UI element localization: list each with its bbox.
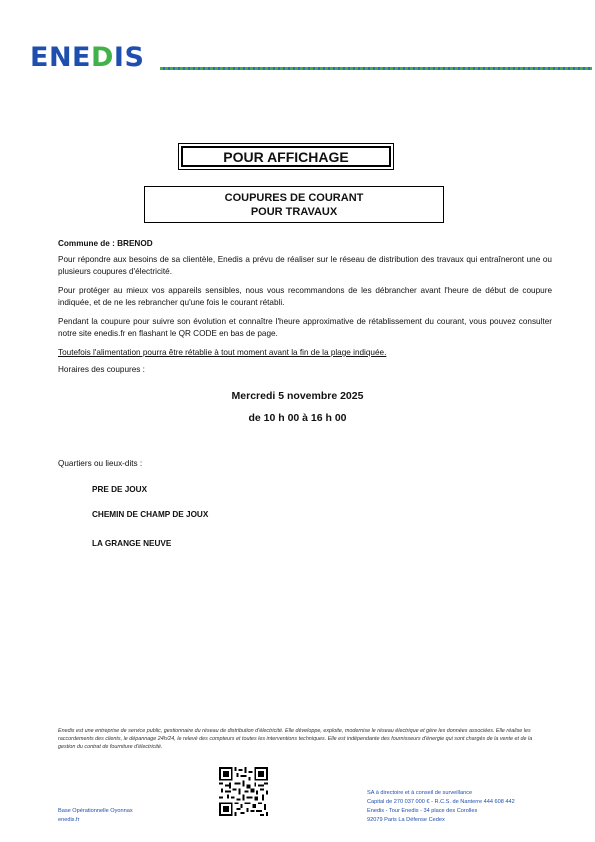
paragraph-proteger: Pour protéger au mieux vos appareils sensibles, nous vous recommandons de les débrancher avant l'heure de début de coupure indiquée, et de ne les rebrancher qu'une fois le courant rétabli.	[58, 286, 552, 307]
page-title: POUR AFFICHAGE	[181, 146, 391, 167]
paragraph-suivi: Pendant la coupure pour suivre son évolution et connaître l'heure approximative de rétablissement du courant, vous pouvez consulter notre site enedis.fr en flashant le QR CODE en bas de page.	[58, 317, 552, 338]
paragraph-besoins: Pour répondre aux besoins de sa clientèle, Enedis a prévu de réaliser sur le réseau de distribution des travaux qui entraîneront une ou plusieurs coupures d'électricité.	[58, 255, 552, 276]
footer-disclaimer: Enedis est une entreprise de service public, gestionnaire du réseau de distribution d'électricité. Elle développe, exploite, modernise le réseau électrique et gère les données associées. Elle réalise les raccordements des clients, le dépannage 24h/24, le relevé des compteurs et toutes les interventions techniques. Elle est indépendante des fournisseurs d'énergie qui sont chargés de la vente et de la gestion du contrat de fourniture d'électricité.	[58, 728, 533, 751]
footer-legal-line: Enedis - Tour Enedis - 34 place des Corolles	[367, 808, 478, 814]
header-rule	[160, 67, 592, 70]
footer-base: Base Opérationnelle Oyonnax	[58, 808, 133, 814]
footer-website-link[interactable]: enedis.fr	[58, 817, 80, 823]
footer-legal-line: Capital de 270 037 000 € - R.C.S. de Nanterre 444 608 442	[367, 799, 515, 805]
affichage-frame	[178, 143, 394, 170]
lieu-item: LA GRANGE NEUVE	[92, 539, 172, 548]
schedule-date: Mercredi 5 novembre 2025	[231, 390, 364, 402]
commune-label: Commune de : BRENOD	[58, 239, 153, 248]
subtitle-line1: COUPURES DE COURANT	[224, 192, 364, 204]
enedis-logo: ENEDIS	[30, 42, 145, 73]
lieu-item: CHEMIN DE CHAMP DE JOUX	[92, 510, 209, 519]
footer-legal-line: SA à directoire et à conseil de surveillance	[367, 790, 473, 796]
subtitle-line2: POUR TRAVAUX	[250, 206, 338, 218]
subtitle-box	[144, 186, 444, 223]
warning-text: Toutefois l'alimentation pourra être rétablie à tout moment avant la fin de la plage indiquée.	[58, 348, 387, 357]
qr-code[interactable]	[219, 767, 268, 816]
quartiers-label: Quartiers ou lieux-dits :	[58, 459, 143, 468]
lieu-item: PRE DE JOUX	[92, 485, 148, 494]
footer-legal-line: 92079 Paris La Défense Cedex	[367, 817, 445, 823]
schedule-hours: de 10 h 00 à 16 h 00	[248, 412, 347, 424]
horaires-label: Horaires des coupures :	[58, 365, 145, 374]
